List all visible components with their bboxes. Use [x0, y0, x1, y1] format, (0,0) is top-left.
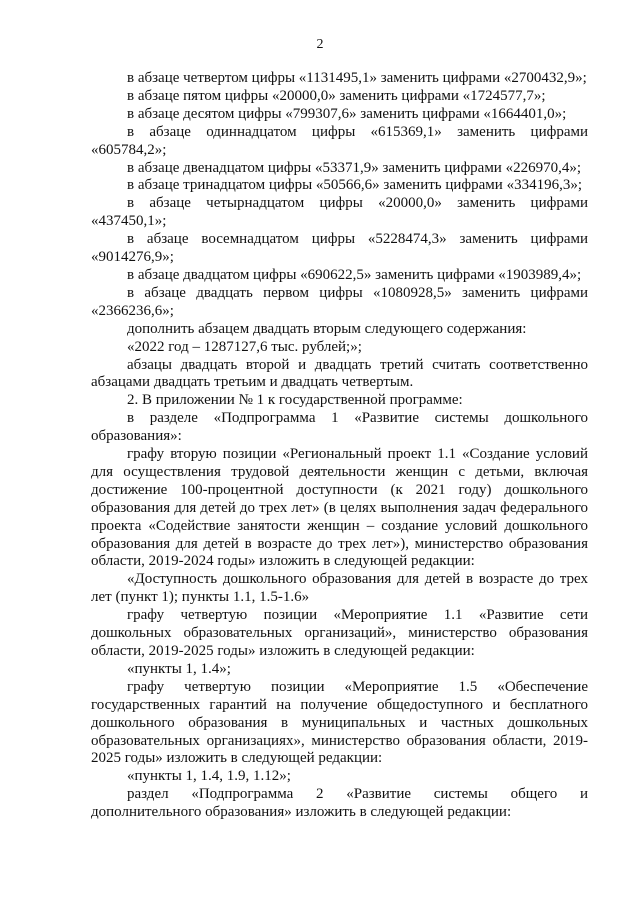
paragraph: «Доступность дошкольного образования для детей в возрасте до трех лет (пункт 1); пункты 1.1, 1.5-1.6»	[91, 571, 588, 606]
paragraph: в разделе «Подпрограмма 1 «Развитие системы дошкольного образования»:	[91, 410, 588, 445]
paragraph: в абзаце двадцатом цифры «690622,5» заменить цифрами «1903989,4»;	[127, 266, 582, 283]
paragraph: «2022 год – 1287127,6 тыс. рублей;»;	[127, 338, 362, 355]
paragraph: в абзаце четырнадцатом цифры «20000,0» заменить цифрами «437450,1»;	[91, 195, 588, 230]
paragraph: в абзаце одиннадцатом цифры «615369,1» заменить цифрами «605784,2»;	[91, 123, 588, 158]
paragraph: графу вторую позиции «Региональный проект 1.1 «Создание условий для осуществления трудовой деятельности женщин с детьми, включая достижение 100-процентной доступности (к 2021 году) дошкольного образования для детей до трех лет» (в целях выполнения задач федерального проекта «Содействие занятости женщин – создание условий дошкольного образования для детей в возрасте до трех лет»), министерство образования области, 2019-2024 годы» изложить в следующей редакции:	[91, 446, 588, 570]
page-number: 2	[316, 37, 324, 52]
paragraph: 2. В приложении № 1 к государственной программе:	[127, 392, 463, 409]
paragraph: графу четвертую позиции «Мероприятие 1.1 «Развитие сети дошкольных образовательных организаций», министерство образования области, 2019-2025 годы» изложить в следующей редакции:	[91, 607, 588, 659]
paragraph: в абзаце пятом цифры «20000,0» заменить цифрами «1724577,7»;	[127, 87, 546, 104]
paragraph: абзацы двадцать второй и двадцать третий считать соответственно абзацами двадцать третьим и двадцать четвертым.	[91, 356, 588, 391]
paragraph: графу четвертую позиции «Мероприятие 1.5 «Обеспечение государственных гарантий на получение общедоступного и бесплатного дошкольного образования в муниципальных и частных дошкольных образовательных организациях», министерство образования области, 2019-2025 годы» изложить в следующей редакции:	[91, 678, 588, 767]
paragraph: раздел «Подпрограмма 2 «Развитие системы общего и дополнительного образования» изложить в следующей редакции:	[91, 786, 588, 821]
paragraph: в абзаце восемнадцатом цифры «5228474,3» заменить цифрами «9014276,9»;	[91, 231, 588, 266]
paragraph: в абзаце десятом цифры «799307,6» заменить цифрами «1664401,0»;	[127, 105, 567, 122]
paragraph: «пункты 1, 1.4»;	[127, 660, 231, 677]
paragraph: в абзаце двенадцатом цифры «53371,9» заменить цифрами «226970,4»;	[127, 159, 582, 176]
document-body	[91, 70, 588, 822]
paragraph: «пункты 1, 1.4, 1.9, 1.12»;	[127, 768, 291, 785]
paragraph: в абзаце двадцать первом цифры «1080928,5» заменить цифрами «2366236,6»;	[91, 284, 588, 319]
paragraph: дополнить абзацем двадцать вторым следующего содержания:	[127, 320, 527, 337]
paragraph: в абзаце тринадцатом цифры «50566,6» заменить цифрами «334196,3»;	[127, 177, 582, 194]
paragraph: в абзаце четвертом цифры «1131495,1» заменить цифрами «2700432,9»;	[127, 70, 587, 86]
